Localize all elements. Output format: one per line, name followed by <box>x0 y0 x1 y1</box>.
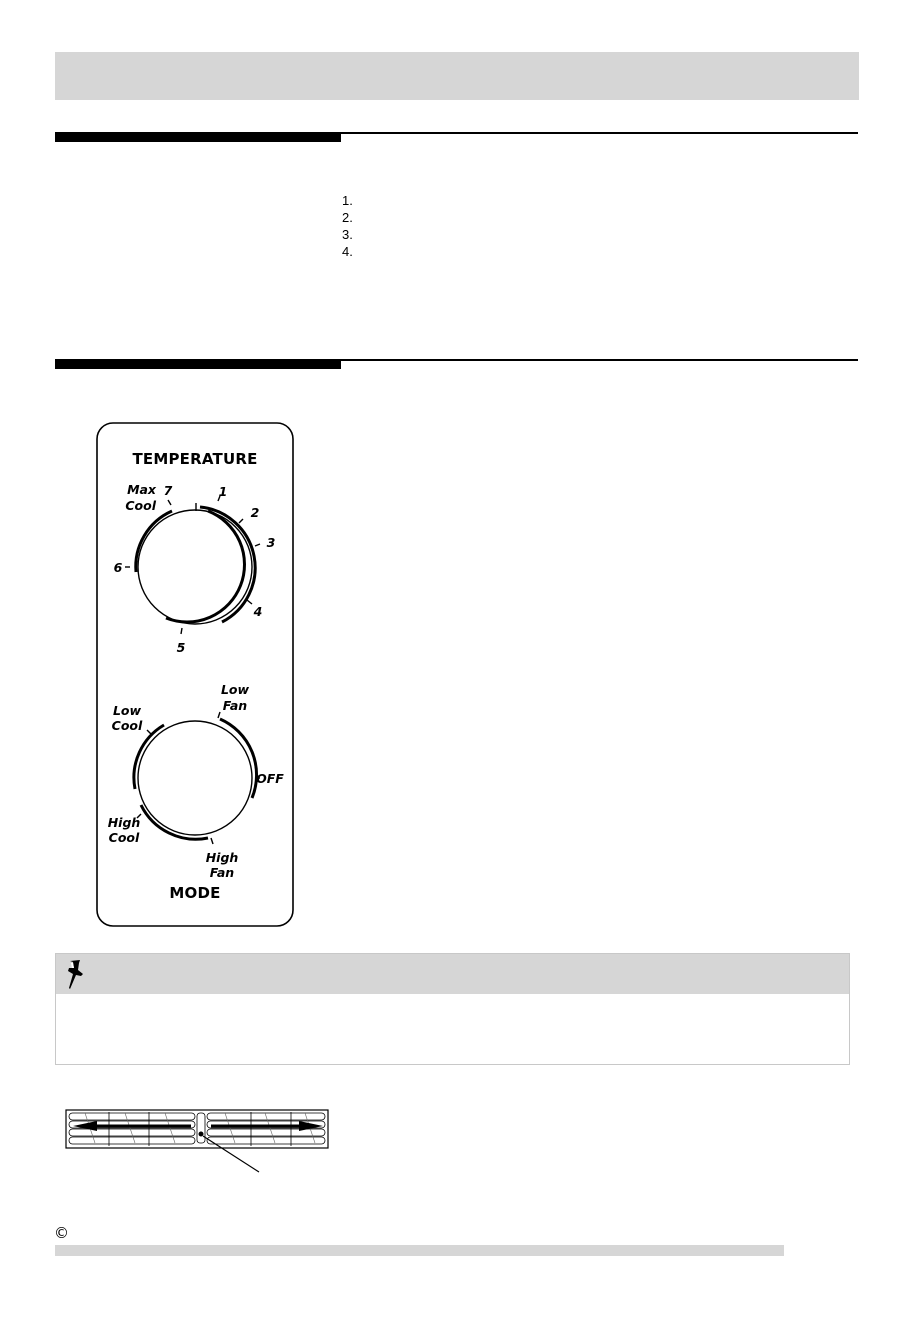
mode-title: MODE <box>169 884 221 902</box>
pushpin-icon <box>64 958 90 992</box>
mode-high-fan-label-line1: High <box>205 850 239 865</box>
temp-setting-1: 1 <box>218 484 228 499</box>
temperature-title: TEMPERATURE <box>132 450 258 468</box>
mode-high-fan-label-line2: Fan <box>209 865 235 880</box>
section-divider-1 <box>55 132 858 142</box>
air-filter-illustration <box>65 1108 330 1178</box>
section-divider-2 <box>55 359 858 369</box>
copyright-symbol: © <box>54 1224 69 1242</box>
temp-max-label: Max <box>127 482 156 497</box>
temp-setting-6: 6 <box>113 560 123 575</box>
note-box <box>55 953 850 1065</box>
step-2-number: 2. <box>342 210 353 225</box>
step-3-number: 3. <box>342 227 353 242</box>
temp-setting-7: 7 <box>163 483 173 498</box>
mode-off-label: OFF <box>256 771 284 786</box>
mode-low-fan-label-line2: Fan <box>222 698 248 713</box>
step-1-number: 1. <box>342 193 353 208</box>
temp-setting-2: 2 <box>250 505 260 520</box>
note-header <box>56 954 849 994</box>
mode-low-cool-label-line2: Cool <box>111 718 143 733</box>
steps-list <box>342 192 353 260</box>
control-panel-illustration <box>96 422 294 927</box>
mode-low-fan-label-line1: Low <box>220 682 250 697</box>
temp-setting-4: 4 <box>253 604 263 619</box>
temp-setting-5: 5 <box>176 640 186 655</box>
page-footer-bar <box>55 1245 784 1256</box>
mode-high-cool-label-line1: High <box>107 815 141 830</box>
page-header-bar <box>55 52 859 100</box>
mode-low-cool-label-line1: Low <box>112 703 142 718</box>
step-4-number: 4. <box>342 244 353 259</box>
mode-high-cool-label-line2: Cool <box>108 830 140 845</box>
temp-cool-label: Cool <box>125 498 156 513</box>
temp-setting-3: 3 <box>266 535 276 550</box>
